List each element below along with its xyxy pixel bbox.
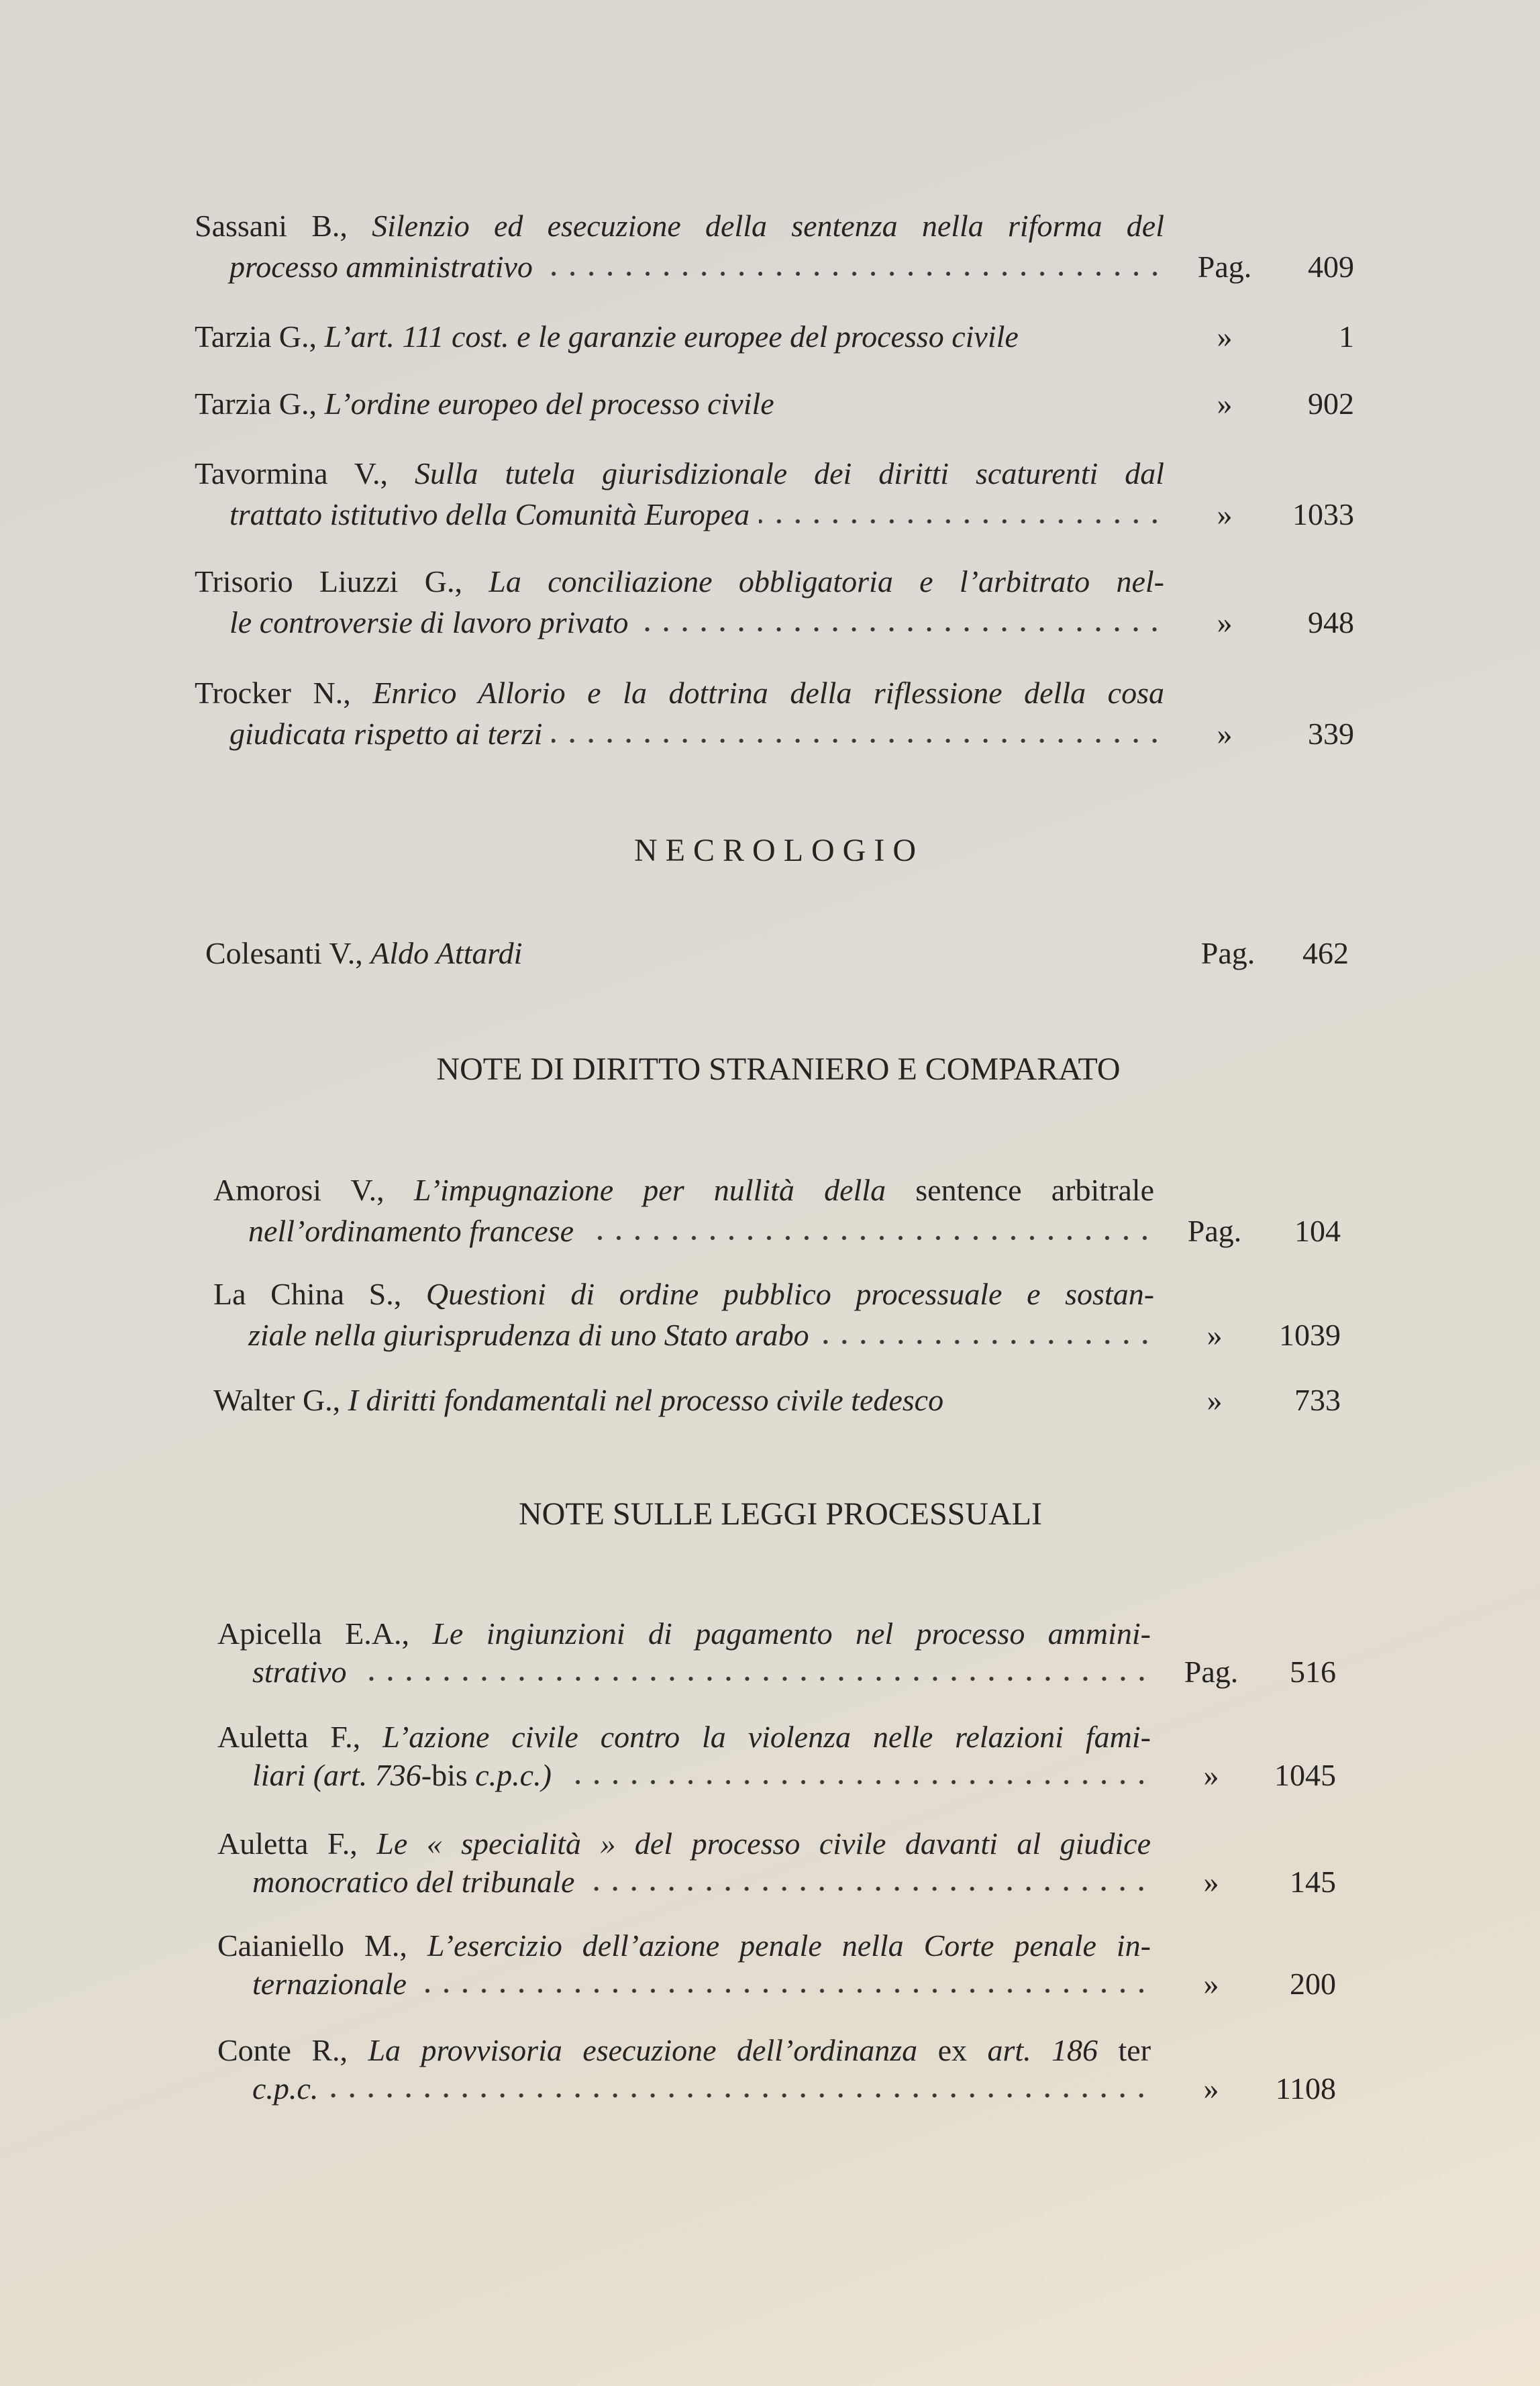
dot-leader	[552, 737, 1164, 744]
dot-leader	[327, 2092, 1151, 2099]
entry-author: Trisorio Liuzzi G.,	[195, 564, 462, 599]
entry-author: Sassani B.,	[195, 209, 348, 243]
page-number: 200	[1290, 1967, 1336, 2001]
page-reference	[1191, 316, 1354, 357]
toc-entry	[217, 2031, 1336, 2108]
page-marker: Pag.	[1187, 1214, 1242, 1248]
entry-text	[217, 1616, 1151, 1651]
page-marker: »	[1217, 386, 1233, 421]
entry-author: Walter G.,	[213, 1383, 341, 1417]
entry-title: L’ordine europeo del processo civile	[324, 386, 774, 421]
page-marker: Pag.	[1200, 936, 1255, 970]
entry-text	[229, 494, 750, 535]
entry-line	[195, 494, 1164, 535]
page-number: 462	[1302, 936, 1349, 970]
page-reference	[1194, 933, 1349, 974]
page-marker: »	[1217, 717, 1233, 751]
page-reference	[1178, 1653, 1336, 1691]
page-number: 1045	[1274, 1758, 1336, 1792]
entry-text	[195, 209, 1164, 243]
entry-title: ziale nella giurisprudenza di uno Stato arabo	[248, 1318, 809, 1352]
page-number: 104	[1294, 1214, 1341, 1248]
entry-text	[213, 1380, 943, 1420]
entry-line	[195, 383, 1164, 424]
toc-entry	[195, 672, 1354, 754]
entry-title: ex	[917, 2033, 988, 2067]
entry-text	[205, 933, 522, 974]
entry-title: liari (art. 736-	[252, 1758, 432, 1792]
entry-title: trattato istitutivo della Comunità Europea	[229, 497, 750, 531]
page-reference	[1191, 383, 1354, 424]
page-reference	[1178, 1863, 1336, 1901]
entry-text	[195, 564, 1164, 599]
page-marker: »	[1203, 1865, 1219, 1899]
entry-text	[213, 1277, 1154, 1311]
page-reference	[1191, 713, 1354, 754]
page-number: 339	[1308, 717, 1354, 751]
entry-text	[195, 316, 1019, 357]
entry-text	[252, 1756, 552, 1794]
entry-title: ternazionale	[252, 1967, 407, 2001]
entry-text	[248, 1314, 809, 1355]
entry-text	[252, 1653, 347, 1691]
page-number: 516	[1290, 1655, 1336, 1689]
toc-entry	[213, 1380, 1341, 1420]
entry-author: Apicella E.A.,	[217, 1616, 409, 1651]
entry-text	[229, 246, 533, 287]
page-reference	[1181, 1314, 1341, 1355]
entry-text	[248, 1210, 574, 1251]
page-number: 902	[1308, 386, 1354, 421]
entry-line	[213, 1274, 1154, 1314]
dot-leader	[584, 1885, 1151, 1892]
entry-line	[217, 1863, 1151, 1901]
entry-author: Tarzia G.,	[195, 319, 317, 354]
section-heading: NOTE DI DIRITTO STRANIERO E COMPARATO	[436, 1051, 1121, 1087]
entry-title: c.p.c.	[252, 2071, 319, 2106]
page-marker: »	[1203, 1758, 1219, 1792]
entry-title: giudicata rispetto ai terzi	[229, 717, 543, 751]
page-number: 1039	[1279, 1318, 1341, 1352]
entry-title: art. 186	[987, 2033, 1098, 2067]
entry-author: Auletta F.,	[217, 1826, 358, 1861]
section-heading: NOTE SULLE LEGGI PROCESSUALI	[519, 1496, 1042, 1532]
entry-author: Trocker N.,	[195, 676, 351, 710]
entry-text	[229, 713, 542, 754]
entry-line	[195, 453, 1164, 494]
entry-title: Aldo Attardi	[370, 936, 523, 970]
entry-title: L’impugnazione per nullità della	[413, 1173, 886, 1207]
entry-line	[205, 933, 1168, 974]
entry-line	[195, 713, 1164, 754]
entry-text	[195, 676, 1164, 710]
page-marker: »	[1203, 1967, 1219, 2001]
entry-text	[252, 1965, 407, 2003]
toc-entry	[195, 205, 1354, 287]
entry-line	[213, 1210, 1154, 1251]
page-number: 1108	[1275, 2071, 1336, 2106]
entry-title: le controversie di lavoro privato	[229, 605, 629, 639]
entry-title: bis	[431, 1758, 468, 1792]
entry-line	[213, 1380, 1154, 1420]
entry-author: La China S.,	[213, 1277, 402, 1311]
entry-line	[195, 246, 1164, 287]
entry-line	[195, 205, 1164, 246]
entry-line	[217, 1926, 1151, 1965]
toc-entry	[217, 1614, 1336, 1691]
entry-line	[217, 1718, 1151, 1756]
entry-text	[252, 1863, 574, 1901]
entry-line	[213, 1170, 1154, 1210]
entry-title: L’azione civile contro la violenza nelle relazioni fami-	[382, 1720, 1151, 1754]
page-reference	[1181, 1210, 1341, 1251]
entry-title: L’esercizio dell’azione penale nella Corte penale in-	[427, 1928, 1151, 1963]
page-marker: »	[1217, 605, 1233, 639]
entry-line	[213, 1314, 1154, 1355]
entry-title: I diritti fondamentali nel processo civile tedesco	[348, 1383, 944, 1417]
entry-text	[217, 1826, 1151, 1861]
entry-line	[217, 1653, 1151, 1691]
entry-title: L’art. 111 cost. e le garanzie europee del processo civile	[324, 319, 1019, 354]
page-marker: »	[1207, 1318, 1223, 1352]
entry-title: Silenzio ed esecuzione della sentenza nella riforma del	[372, 209, 1164, 243]
entry-text	[213, 1173, 1154, 1207]
entry-author: Caianiello M.,	[217, 1928, 407, 1963]
page-number: 1033	[1292, 497, 1354, 531]
entry-author: Tavormina V.,	[195, 456, 388, 490]
entry-line	[195, 316, 1164, 357]
dot-leader	[819, 1339, 1154, 1345]
entry-title: sentence arbitrale	[886, 1173, 1155, 1207]
toc-entry	[217, 1926, 1336, 2003]
dot-leader	[583, 1235, 1154, 1241]
entry-title: nell’ordinamento francese	[248, 1214, 574, 1248]
entry-text	[217, 2033, 1151, 2067]
page-number: 733	[1294, 1383, 1341, 1417]
page-reference	[1191, 602, 1354, 643]
entry-title: monocratico del tribunale	[252, 1865, 575, 1899]
entry-title: strativo	[252, 1655, 347, 1689]
dot-leader	[542, 270, 1164, 277]
entry-text	[195, 456, 1164, 490]
toc-entry	[205, 933, 1349, 974]
entry-author: Conte R.,	[217, 2033, 348, 2067]
page-marker: »	[1207, 1383, 1223, 1417]
entry-author: Colesanti V.,	[205, 936, 363, 970]
toc-entry	[195, 316, 1354, 357]
page-marker: Pag.	[1197, 250, 1252, 284]
entry-text	[217, 1928, 1151, 1963]
entry-line	[195, 561, 1164, 602]
entry-title: Le « specialità » del processo civile davanti al giudice	[376, 1826, 1151, 1861]
dot-leader	[356, 1675, 1151, 1682]
dot-leader	[637, 626, 1164, 633]
page-number: 145	[1290, 1865, 1336, 1899]
entry-title: c.p.c.)	[467, 1758, 552, 1792]
section-heading: NECROLOGIO	[634, 833, 924, 868]
page-reference	[1178, 1965, 1336, 2003]
entry-line	[195, 602, 1164, 643]
page-reference	[1191, 246, 1354, 287]
toc-entry	[213, 1274, 1341, 1355]
toc-entry	[217, 1824, 1336, 1901]
toc-entry	[217, 1718, 1336, 1794]
page-marker: »	[1217, 497, 1233, 531]
toc-entry	[213, 1170, 1341, 1251]
entry-text	[229, 602, 628, 643]
entry-line	[217, 2069, 1151, 2108]
entry-author: Tarzia G.,	[195, 386, 317, 421]
page-marker: »	[1217, 319, 1233, 354]
toc-entry	[195, 383, 1354, 424]
dot-leader	[416, 1987, 1151, 1994]
entry-title: Questioni di ordine pubblico processuale e sostan-	[425, 1277, 1155, 1311]
page-reference	[1178, 2069, 1336, 2108]
entry-title: La conciliazione obbligatoria e l’arbitrato nel-	[489, 564, 1165, 599]
dot-leader	[759, 518, 1164, 525]
entry-title: Enrico Allorio e la dottrina della riflessione della cosa	[372, 676, 1164, 710]
entry-title: ter	[1098, 2033, 1151, 2067]
entry-text	[217, 1720, 1151, 1754]
entry-title: processo amministrativo	[229, 250, 533, 284]
page-number: 948	[1308, 605, 1354, 639]
page-reference	[1191, 494, 1354, 535]
toc-entry	[195, 561, 1354, 643]
entry-line	[217, 1756, 1151, 1794]
entry-line	[195, 672, 1164, 713]
entry-title: Sulla tutela giurisdizionale dei diritti scaturenti dal	[414, 456, 1164, 490]
entry-line	[217, 1824, 1151, 1863]
page-number: 409	[1308, 250, 1354, 284]
entry-title: La provvisoria esecuzione dell’ordinanza	[368, 2033, 918, 2067]
page-number: 1	[1339, 319, 1354, 354]
entry-author: Auletta F.,	[217, 1720, 361, 1754]
entry-line	[217, 1965, 1151, 2003]
entry-text	[195, 383, 774, 424]
entry-title: Le ingiunzioni di pagamento nel processo ammini-	[432, 1616, 1151, 1651]
page-reference	[1178, 1756, 1336, 1794]
entry-author: Amorosi V.,	[213, 1173, 384, 1207]
entry-text	[252, 2069, 318, 2108]
page-marker: Pag.	[1184, 1655, 1239, 1689]
dot-leader	[561, 1779, 1151, 1785]
entry-line	[217, 1614, 1151, 1653]
page-reference	[1181, 1380, 1341, 1420]
entry-line	[217, 2031, 1151, 2069]
toc-entry	[195, 453, 1354, 535]
page-marker: »	[1203, 2071, 1219, 2106]
